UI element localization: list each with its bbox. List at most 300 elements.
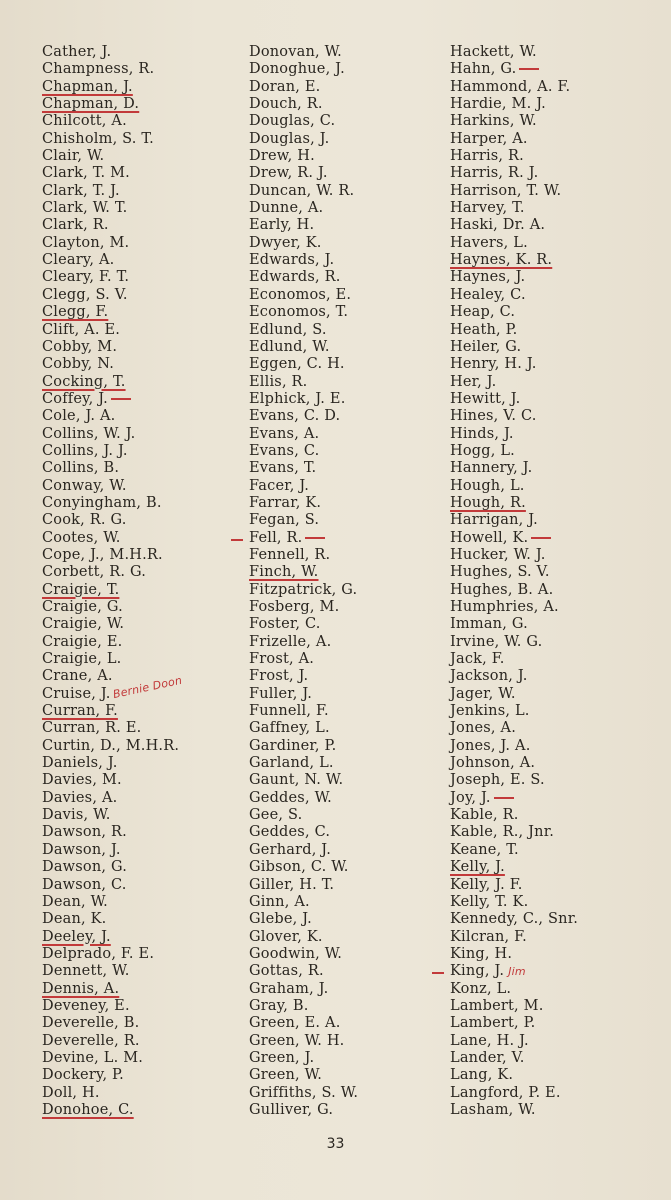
name-text: Hannery, J. <box>450 460 533 477</box>
name-entry <box>450 547 578 564</box>
name-text: Davis, W. <box>42 807 111 824</box>
name-text: Dean, W. <box>42 893 108 910</box>
name-entry <box>42 929 185 946</box>
name-entry <box>450 339 578 356</box>
name-entry <box>450 842 578 859</box>
name-text: Craigie, L. <box>42 651 122 668</box>
name-text: Hardie, M. J. <box>450 96 546 113</box>
name-entry <box>42 460 185 477</box>
name-entry <box>249 1085 358 1102</box>
name-text: Lane, H. J. <box>450 1032 529 1049</box>
name-text: Clark, R. <box>42 217 109 234</box>
name-text: Edlund, W. <box>249 338 330 355</box>
name-text: Frost, J. <box>249 668 309 685</box>
name-text: Henry, H. J. <box>450 356 537 373</box>
name-entry <box>450 1015 578 1032</box>
name-text: Corbett, R. G. <box>42 564 147 581</box>
name-entry <box>450 252 578 269</box>
name-entry <box>42 391 185 408</box>
name-entry <box>249 530 358 547</box>
name-text: Dawson, R. <box>42 824 127 841</box>
name-entry <box>450 408 578 425</box>
name-entry <box>42 981 185 998</box>
name-entry <box>249 165 358 182</box>
name-entry <box>42 113 185 130</box>
name-text: Lasham, W. <box>450 1101 536 1118</box>
name-entry <box>249 651 358 668</box>
name-text: Deeley, J. <box>42 928 111 945</box>
name-text: Dean, K. <box>42 911 107 928</box>
name-text: Kelly, J. <box>450 859 505 876</box>
name-entry <box>42 582 185 599</box>
name-entry <box>450 460 578 477</box>
name-entry <box>450 304 578 321</box>
name-text: Craigie, G. <box>42 599 123 615</box>
name-text: Keane, T. <box>450 841 519 858</box>
name-entry <box>249 616 358 633</box>
name-entry <box>450 651 578 668</box>
name-entry <box>42 495 185 512</box>
name-entry <box>42 44 185 61</box>
name-text: Economos, E. <box>249 286 352 303</box>
name-text: Fosberg, M. <box>249 599 340 615</box>
handwritten-annotation: Bernie Doon <box>111 673 183 701</box>
name-entry <box>450 599 578 616</box>
name-text: Cather, J. <box>42 44 112 60</box>
name-text: Drew, R. J. <box>249 165 328 182</box>
name-text: Fell, R. <box>249 530 325 546</box>
name-entry <box>249 512 358 529</box>
name-entry <box>249 408 358 425</box>
name-entry <box>249 339 358 356</box>
name-text: Evans, C. D. <box>249 408 341 425</box>
name-text: King, J. <box>450 963 505 980</box>
name-text: Hucker, W. J. <box>450 546 546 563</box>
name-entry <box>450 703 578 720</box>
name-entry <box>42 235 185 252</box>
name-entry <box>42 772 185 789</box>
name-text: Collins, W. J. <box>42 425 136 442</box>
name-entry <box>450 217 578 234</box>
name-entry <box>450 269 578 286</box>
name-text: Champness, R. <box>42 61 155 78</box>
name-entry <box>42 530 185 547</box>
name-text: Dennis, A. <box>42 980 120 997</box>
name-entry <box>249 564 358 581</box>
name-entry <box>42 911 185 928</box>
name-entry <box>249 113 358 130</box>
name-entry <box>42 165 185 182</box>
name-entry <box>249 478 358 495</box>
name-text: Haski, Dr. A. <box>450 217 546 234</box>
name-text: Irvine, W. G. <box>450 633 543 650</box>
name-entry <box>450 131 578 148</box>
name-entry <box>249 790 358 807</box>
name-entry <box>249 1033 358 1050</box>
name-entry <box>249 148 358 165</box>
name-text: Delprado, F. E. <box>42 945 155 962</box>
name-text: Donovan, W. <box>249 44 342 60</box>
name-text: Economos, T. <box>249 304 349 321</box>
name-text: Jones, A. <box>450 720 517 737</box>
name-text: Dockery, P. <box>42 1067 124 1084</box>
name-text: Giller, H. T. <box>249 876 335 893</box>
name-text: Heiler, G. <box>450 338 522 355</box>
name-text: Glebe, J. <box>249 911 312 928</box>
name-entry <box>42 616 185 633</box>
name-entry <box>450 235 578 252</box>
name-column-2 <box>249 44 358 1119</box>
name-entry <box>249 426 358 443</box>
name-entry <box>450 200 578 217</box>
name-entry <box>450 530 578 547</box>
name-text: Gray, B. <box>249 997 309 1014</box>
name-entry <box>450 981 578 998</box>
name-entry <box>42 1085 185 1102</box>
name-entry <box>450 1102 578 1119</box>
name-entry <box>42 842 185 859</box>
name-entry <box>42 807 185 824</box>
name-entry <box>42 478 185 495</box>
name-text: Doran, E. <box>249 78 321 95</box>
name-entry <box>249 582 358 599</box>
name-text: King, H. <box>450 945 513 962</box>
name-text: Garland, L. <box>249 755 334 772</box>
name-entry <box>249 131 358 148</box>
name-entry <box>450 79 578 96</box>
name-text: Fegan, S. <box>249 512 320 529</box>
name-text: Curran, R. E. <box>42 720 142 737</box>
name-text: Green, J. <box>249 1049 315 1066</box>
name-entry <box>249 686 358 703</box>
name-text: Harris, R. <box>450 148 524 165</box>
name-text: Hinds, J. <box>450 425 514 442</box>
name-entry <box>249 322 358 339</box>
name-text: Cope, J., M.H.R. <box>42 546 163 563</box>
name-text: Edwards, R. <box>249 269 341 286</box>
name-entry <box>249 200 358 217</box>
name-text: Haynes, K. R. <box>450 252 553 269</box>
name-entry <box>450 755 578 772</box>
name-entry <box>249 894 358 911</box>
name-text: Evans, T. <box>249 460 317 477</box>
name-text: Heath, P. <box>450 321 518 338</box>
name-text: Geddes, C. <box>249 824 331 841</box>
name-text: Clark, T. M. <box>42 165 130 182</box>
name-entry <box>42 703 185 720</box>
name-text: Conyingham, B. <box>42 494 162 511</box>
name-text: Green, W. <box>249 1067 323 1084</box>
name-entry <box>249 79 358 96</box>
name-entry <box>42 599 185 616</box>
name-entry <box>42 564 185 581</box>
name-text: Hewitt, J. <box>450 390 521 407</box>
name-text: Craigie, T. <box>42 581 120 598</box>
name-entry <box>249 460 358 477</box>
name-text: Geddes, W. <box>249 789 332 806</box>
name-entry <box>249 807 358 824</box>
name-entry <box>42 634 185 651</box>
name-text: Cobby, N. <box>42 356 115 373</box>
name-entry <box>450 894 578 911</box>
name-entry <box>450 113 578 130</box>
name-text: Collins, B. <box>42 460 120 477</box>
name-entry <box>450 183 578 200</box>
name-text: Gee, S. <box>249 807 303 824</box>
name-entry <box>42 287 185 304</box>
name-text: Hogg, L. <box>450 442 515 459</box>
name-text: Kable, R., Jnr. <box>450 824 555 841</box>
name-text: Konz, L. <box>450 980 512 997</box>
name-entry <box>42 859 185 876</box>
name-text: Deveney, E. <box>42 997 130 1014</box>
name-entry <box>42 1050 185 1067</box>
name-entry <box>450 148 578 165</box>
name-entry <box>450 859 578 876</box>
name-entry <box>42 1102 185 1119</box>
name-entry <box>42 651 185 668</box>
name-text: Heap, C. <box>450 304 516 321</box>
name-entry <box>42 183 185 200</box>
name-entry <box>450 720 578 737</box>
name-entry <box>42 824 185 841</box>
name-text: Curran, F. <box>42 703 118 720</box>
name-entry <box>249 547 358 564</box>
name-entry <box>249 738 358 755</box>
name-entry <box>42 79 185 96</box>
name-text: Cocking, T. <box>42 373 126 390</box>
name-entry <box>249 217 358 234</box>
name-text: Lambert, M. <box>450 997 544 1014</box>
name-text: Chisholm, S. T. <box>42 130 154 147</box>
name-entry <box>42 998 185 1015</box>
name-text: Duncan, W. R. <box>249 182 355 199</box>
name-text: Deverelle, B. <box>42 1015 140 1032</box>
name-entry <box>450 374 578 391</box>
name-text: Hines, V. C. <box>450 408 537 425</box>
name-entry <box>450 998 578 1015</box>
name-entry <box>450 616 578 633</box>
name-entry <box>249 772 358 789</box>
name-entry <box>249 183 358 200</box>
name-entry <box>450 824 578 841</box>
name-entry <box>42 200 185 217</box>
handwritten-annotation: Jim <box>508 965 526 979</box>
name-entry <box>249 929 358 946</box>
name-entry <box>249 877 358 894</box>
name-entry <box>249 391 358 408</box>
name-entry <box>42 217 185 234</box>
name-text: Graham, J. <box>249 980 329 997</box>
name-entry <box>450 443 578 460</box>
name-entry <box>249 842 358 859</box>
name-text: Dunne, A. <box>249 200 324 217</box>
name-entry <box>450 426 578 443</box>
name-text: Goodwin, W. <box>249 945 343 962</box>
name-text: Facer, J. <box>249 477 310 494</box>
name-text: Hammond, A. F. <box>450 78 571 95</box>
name-entry <box>42 269 185 286</box>
name-entry <box>249 998 358 1015</box>
name-text: Drew, H. <box>249 148 315 165</box>
name-text: Harrigan, J. <box>450 512 538 529</box>
name-entry <box>249 61 358 78</box>
name-entry <box>249 703 358 720</box>
name-entry <box>42 720 185 737</box>
name-entry <box>249 720 358 737</box>
name-entry <box>42 426 185 443</box>
name-entry <box>249 235 358 252</box>
name-entry <box>450 963 578 980</box>
name-text: Joy, J. <box>450 790 514 806</box>
name-text: Cole, J. A. <box>42 408 116 425</box>
name-text: Daniels, J. <box>42 755 118 772</box>
name-text: Jones, J. A. <box>450 737 531 754</box>
name-text: Dennett, W. <box>42 963 130 980</box>
name-entry <box>249 44 358 61</box>
name-text: Green, W. H. <box>249 1032 345 1049</box>
name-entry <box>249 495 358 512</box>
name-entry <box>450 356 578 373</box>
name-text: Fennell, R. <box>249 546 331 563</box>
name-text: Dwyer, K. <box>249 234 322 251</box>
name-entry <box>249 1102 358 1119</box>
name-text: Early, H. <box>249 217 315 234</box>
name-text: Green, E. A. <box>249 1015 341 1032</box>
name-text: Lander, V. <box>450 1049 525 1066</box>
name-text: Foster, C. <box>249 616 321 633</box>
name-entry <box>450 564 578 581</box>
name-text: Coffey, J. <box>42 391 131 407</box>
name-entry <box>450 807 578 824</box>
name-text: Douglas, C. <box>249 113 336 130</box>
name-text: Frizelle, A. <box>249 633 332 650</box>
name-text: Glover, K. <box>249 928 323 945</box>
name-entry <box>42 61 185 78</box>
name-text: Donoghue, J. <box>249 61 345 78</box>
name-entry <box>42 894 185 911</box>
name-text: Douglas, J. <box>249 130 330 147</box>
name-text: Chapman, D. <box>42 96 140 113</box>
name-text: Harper, A. <box>450 130 528 147</box>
name-text: Joseph, E. S. <box>450 772 545 789</box>
name-text: Douch, R. <box>249 96 323 113</box>
name-entry <box>450 790 578 807</box>
name-entry <box>450 96 578 113</box>
name-text: Gaffney, L. <box>249 720 330 737</box>
name-text: Clair, W. <box>42 148 105 165</box>
name-entry <box>42 963 185 980</box>
name-entry <box>450 287 578 304</box>
name-text: Donohoe, C. <box>42 1101 134 1118</box>
name-text: Clegg, F. <box>42 304 109 321</box>
name-entry <box>450 61 578 78</box>
name-text: Elphick, J. E. <box>249 390 346 407</box>
name-entry <box>450 1033 578 1050</box>
name-text: Lang, K. <box>450 1067 514 1084</box>
name-entry <box>42 738 185 755</box>
name-text: Hackett, W. <box>450 44 537 60</box>
name-text: Evans, A. <box>249 425 320 442</box>
name-text: Howell, K. <box>450 530 551 546</box>
name-text: Jack, F. <box>450 651 505 668</box>
name-text: Kable, R. <box>450 807 519 824</box>
name-text: Jackson, J. <box>450 668 528 685</box>
name-text: Gulliver, G. <box>249 1101 334 1118</box>
name-text: Hughes, S. V. <box>450 564 550 581</box>
name-entry <box>249 96 358 113</box>
name-entry <box>249 911 358 928</box>
name-entry <box>249 634 358 651</box>
name-entry <box>249 946 358 963</box>
name-text: Clift, A. E. <box>42 321 121 338</box>
name-text: Jager, W. <box>450 685 516 702</box>
name-entry <box>450 582 578 599</box>
name-text: Edwards, J. <box>249 252 335 269</box>
name-text: Cleary, F. T. <box>42 269 130 286</box>
name-entry <box>249 252 358 269</box>
name-entry <box>450 911 578 928</box>
name-text: Chilcott, A. <box>42 113 127 130</box>
name-text: Fitzpatrick, G. <box>249 581 358 598</box>
name-text: Gardiner, P. <box>249 737 337 754</box>
name-text: Langford, P. E. <box>450 1084 561 1101</box>
name-text: Hough, R. <box>450 494 526 511</box>
name-text: Kilcran, F. <box>450 928 527 945</box>
name-entry <box>42 1033 185 1050</box>
name-entry <box>42 252 185 269</box>
name-entry <box>450 686 578 703</box>
name-entry <box>249 269 358 286</box>
name-text: Kennedy, C., Snr. <box>450 911 579 928</box>
name-entry <box>42 339 185 356</box>
name-text: Harvey, T. <box>450 200 525 217</box>
name-entry <box>42 374 185 391</box>
name-entry <box>42 877 185 894</box>
name-text: Doll, H. <box>42 1084 100 1101</box>
name-text: Dawson, C. <box>42 876 127 893</box>
name-entry <box>249 1050 358 1067</box>
name-entry <box>450 44 578 61</box>
name-text: Eggen, C. H. <box>249 356 345 373</box>
name-text: Cobby, M. <box>42 338 118 355</box>
name-entry <box>450 772 578 789</box>
name-text: Chapman, J. <box>42 78 133 95</box>
name-entry <box>450 391 578 408</box>
name-entry <box>249 1067 358 1084</box>
name-text: Her, J. <box>450 373 497 390</box>
name-entry <box>450 929 578 946</box>
name-entry <box>42 1067 185 1084</box>
name-text: Clark, W. T. <box>42 200 128 217</box>
name-entry <box>450 512 578 529</box>
name-text: Craigie, E. <box>42 633 123 650</box>
name-text: Gaunt, N. W. <box>249 772 344 789</box>
name-text: Cook, R. G. <box>42 512 127 529</box>
name-column-3 <box>450 44 578 1119</box>
name-text: Cruise, J. <box>42 685 111 702</box>
name-entry <box>249 963 358 980</box>
name-text: Devine, L. M. <box>42 1049 144 1066</box>
name-entry <box>450 478 578 495</box>
name-entry <box>42 946 185 963</box>
name-entry <box>450 634 578 651</box>
name-entry <box>450 738 578 755</box>
name-entry <box>42 304 185 321</box>
name-text: Evans, C. <box>249 442 320 459</box>
name-entry <box>42 1015 185 1032</box>
name-text: Hough, L. <box>450 477 525 494</box>
